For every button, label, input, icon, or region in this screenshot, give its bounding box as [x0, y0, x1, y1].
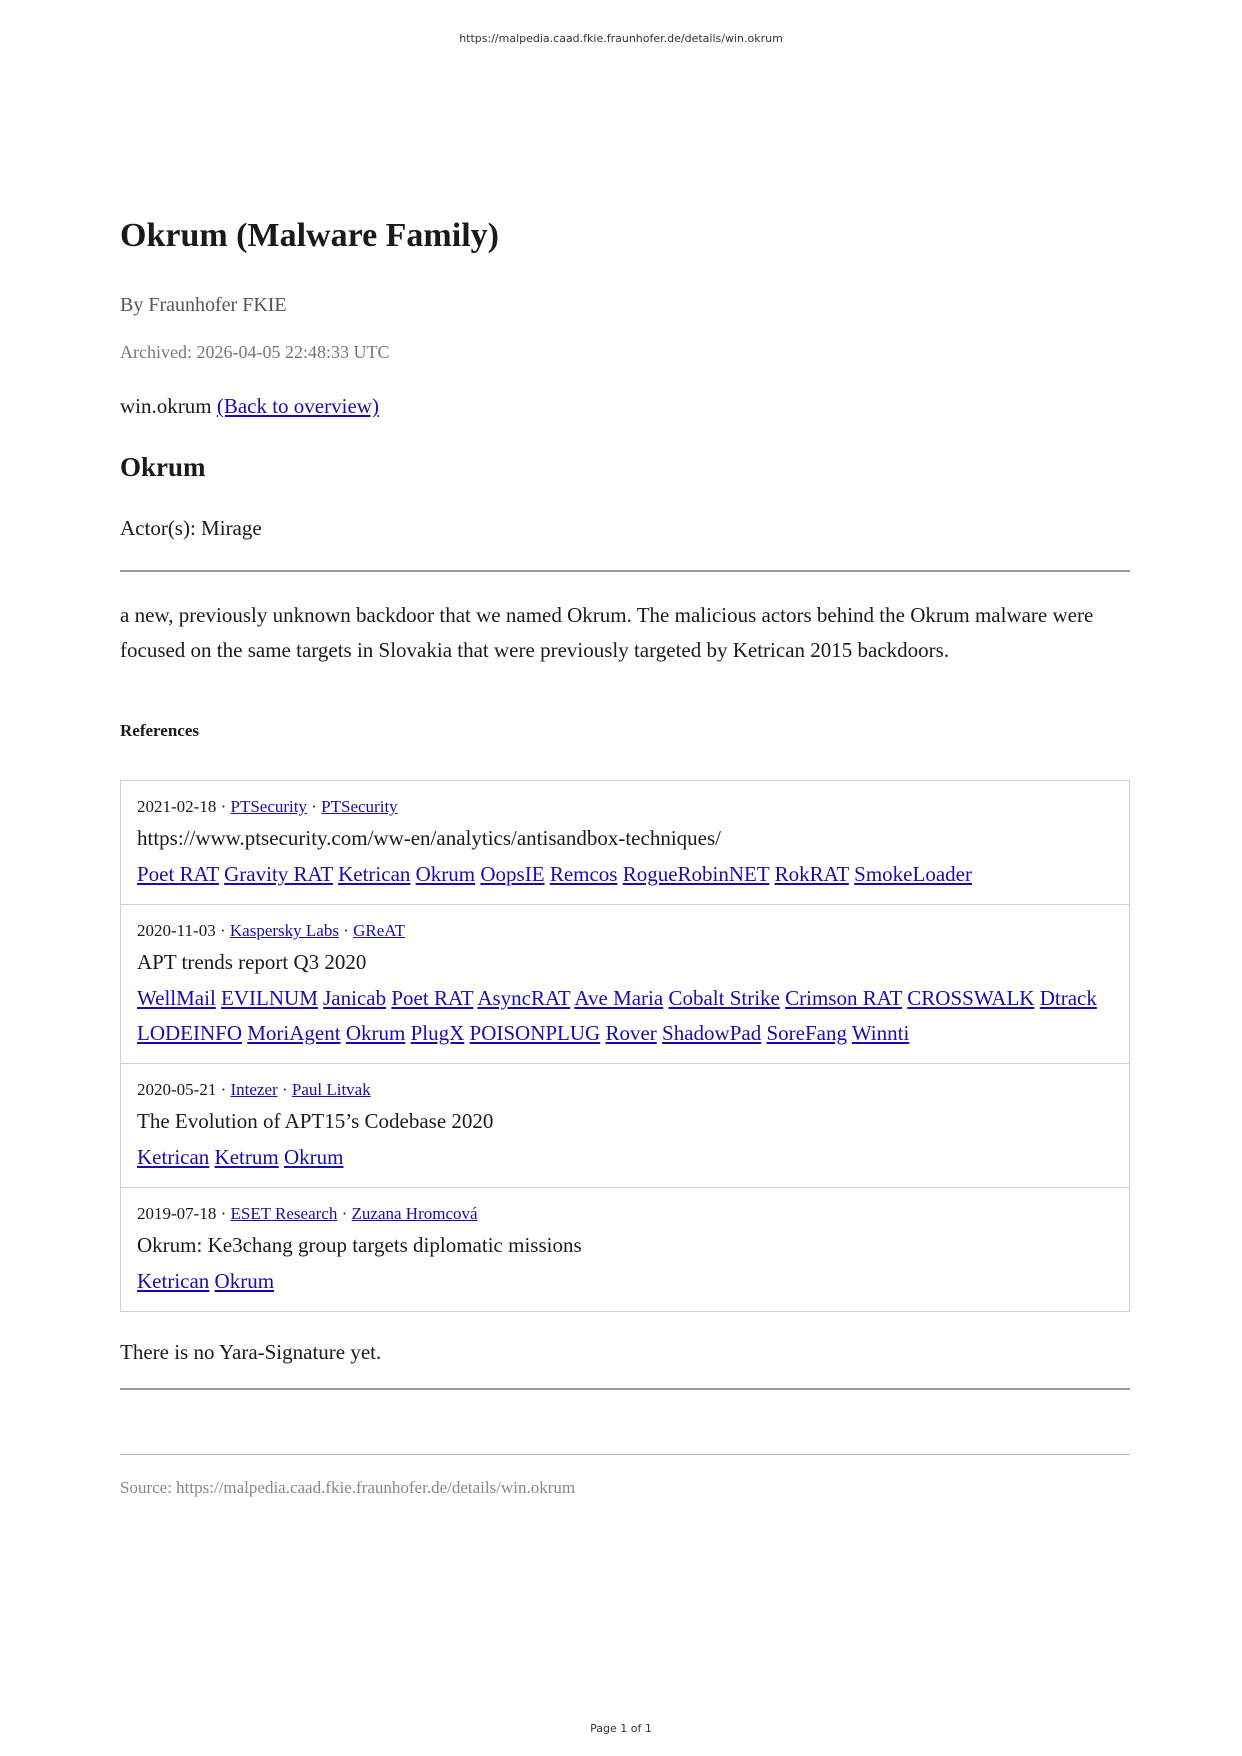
reference-item	[121, 1063, 1129, 1187]
family-tag-link[interactable]: Gravity RAT	[224, 862, 333, 886]
divider	[120, 570, 1130, 572]
reference-item	[121, 904, 1129, 1063]
family-id: win.okrum	[120, 394, 212, 418]
family-tag-link[interactable]: OopsIE	[480, 862, 545, 886]
divider	[120, 1388, 1130, 1390]
family-tag-link[interactable]: PlugX	[410, 1021, 465, 1045]
reference-meta: 2020-11-03 · Kaspersky Labs · GReAT	[137, 921, 406, 940]
family-tag-link[interactable]: POISONPLUG	[469, 1021, 601, 1045]
family-tag-link[interactable]: Okrum	[283, 1145, 344, 1169]
family-tag-link[interactable]: Ketrum	[214, 1145, 279, 1169]
page-title: Okrum (Malware Family)	[120, 217, 499, 254]
family-tag-link[interactable]: EVILNUM	[221, 986, 318, 1010]
family-tag-link[interactable]: Remcos	[549, 862, 618, 886]
family-tag-link[interactable]: RogueRobinNET	[622, 862, 770, 886]
family-tag-link[interactable]: Poet RAT	[391, 986, 474, 1010]
references-heading: References	[120, 721, 199, 740]
reference-author-link[interactable]: Zuzana Hromcová	[351, 1204, 478, 1223]
family-tag-link[interactable]: MoriAgent	[247, 1021, 341, 1045]
reference-org-link[interactable]: Kaspersky Labs	[229, 921, 339, 940]
reference-meta: 2021-02-18 · PTSecurity · PTSecurity	[137, 797, 398, 816]
reference-date: 2021-02-18	[137, 797, 217, 816]
family-tag-link[interactable]: Ave Maria	[574, 986, 664, 1010]
reference-author-link[interactable]: GReAT	[353, 921, 406, 940]
family-id-line	[120, 392, 1130, 420]
family-tag-link[interactable]: Okrum	[345, 1021, 406, 1045]
family-tag-link[interactable]: CROSSWALK	[907, 986, 1035, 1010]
reference-item	[121, 1187, 1129, 1311]
page-number: Page 1 of 1	[590, 1722, 652, 1735]
reference-org-link[interactable]: ESET Research	[230, 1204, 338, 1223]
archived-timestamp: Archived: 2026-04-05 22:48:33 UTC	[120, 342, 390, 362]
reference-date: 2020-11-03	[137, 921, 216, 940]
family-tag-link[interactable]: Ketrican	[137, 1145, 210, 1169]
reference-date: 2020-05-21	[137, 1080, 217, 1099]
family-tag-link[interactable]: WellMail	[137, 986, 216, 1010]
family-tag-link[interactable]: Okrum	[214, 1269, 275, 1293]
reference-title: Okrum: Ke3chang group targets diplomatic missions	[137, 1233, 582, 1257]
family-tag-link[interactable]: Ketrican	[137, 1269, 210, 1293]
description: a new, previously unknown backdoor that we named Okrum. The malicious actors behind the Okrum malware were focused on the same targets in Slovakia that were previously targeted by Ketrican 2015 backdoors.	[120, 603, 1094, 662]
reference-author-link[interactable]: Paul Litvak	[291, 1080, 371, 1099]
references-list	[120, 780, 1130, 1312]
reference-title: The Evolution of APT15’s Codebase 2020	[137, 1109, 494, 1133]
family-tag-link[interactable]: SmokeLoader	[854, 862, 972, 886]
main-content	[120, 214, 1130, 1499]
family-tag-link[interactable]: Rover	[605, 1021, 657, 1045]
family-tag-link[interactable]: ShadowPad	[662, 1021, 762, 1045]
byline: By Fraunhofer FKIE	[120, 294, 287, 316]
reference-meta: 2020-05-21 · Intezer · Paul Litvak	[137, 1080, 371, 1099]
family-name-heading: Okrum	[120, 452, 206, 482]
family-tag-link[interactable]: Winnti	[851, 1021, 910, 1045]
family-tag-link[interactable]: SoreFang	[766, 1021, 847, 1045]
family-tag-link[interactable]: Dtrack	[1039, 986, 1097, 1010]
family-tag-link[interactable]: LODEINFO	[137, 1021, 242, 1045]
yara-status: There is no Yara-Signature yet.	[120, 1340, 382, 1364]
family-tag-link[interactable]: Janicab	[323, 986, 387, 1010]
family-tag-link[interactable]: Cobalt Strike	[668, 986, 780, 1010]
reference-tags	[137, 1140, 1113, 1175]
family-tag-link[interactable]: Poet RAT	[137, 862, 219, 886]
family-tag-link[interactable]: Okrum	[415, 862, 476, 886]
page-url-header: https://malpedia.caad.fkie.fraunhofer.de/details/win.okrum	[459, 32, 783, 45]
reference-author-link[interactable]: PTSecurity	[321, 797, 398, 816]
reference-tags	[137, 857, 1113, 892]
reference-org-link[interactable]: Intezer	[230, 1080, 278, 1099]
back-to-overview-link[interactable]: (Back to overview)	[216, 394, 379, 418]
reference-date: 2019-07-18	[137, 1204, 217, 1223]
divider	[120, 1454, 1130, 1455]
family-tag-link[interactable]: Ketrican	[338, 862, 411, 886]
source-line: Source: https://malpedia.caad.fkie.fraunhofer.de/details/win.okrum	[120, 1478, 576, 1497]
reference-tags	[137, 981, 1113, 1051]
family-tag-link[interactable]: RokRAT	[774, 862, 849, 886]
reference-item	[121, 781, 1129, 904]
reference-tags	[137, 1264, 1113, 1299]
reference-org-link[interactable]: PTSecurity	[230, 797, 307, 816]
reference-title: APT trends report Q3 2020	[137, 950, 367, 974]
family-tag-link[interactable]: Crimson RAT	[785, 986, 903, 1010]
reference-meta: 2019-07-18 · ESET Research · Zuzana Hromcová	[137, 1204, 478, 1223]
family-tag-link[interactable]: AsyncRAT	[477, 986, 571, 1010]
reference-title: https://www.ptsecurity.com/ww-en/analytics/antisandbox-techniques/	[137, 826, 721, 850]
actors-line: Actor(s): Mirage	[120, 516, 262, 540]
